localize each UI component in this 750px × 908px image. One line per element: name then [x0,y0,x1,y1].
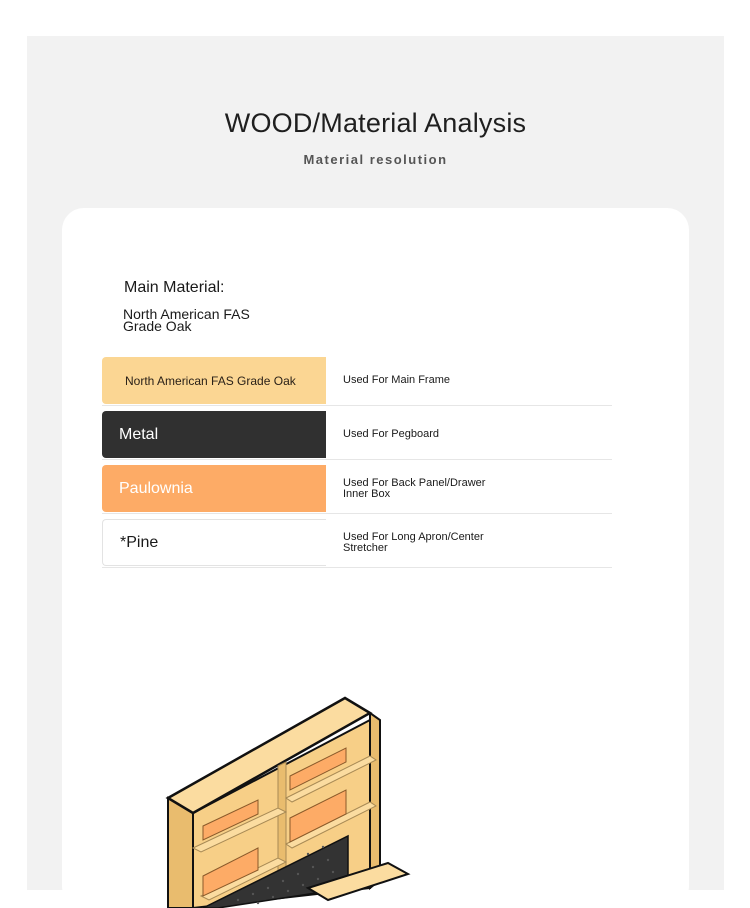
hutch-right-edge [370,713,380,888]
material-row-metal [102,411,612,460]
material-card [62,208,689,908]
material-use: Used For Pegboard [343,428,439,440]
material-row-pine [102,519,612,568]
material-row-paulownia [102,465,612,514]
desk-hutch-illustration [158,648,488,908]
material-name: North American FAS Grade Oak [102,357,326,404]
material-name: Metal [102,411,326,458]
material-table [102,357,612,568]
page-title: WOOD/Material Analysis [224,108,527,138]
main-material-label: Main Material: [124,279,225,296]
material-name: Paulownia [102,465,326,512]
material-use: Used For Main Frame [343,374,450,386]
hutch-side-panel [168,798,193,908]
page-subtitle: Material resolution [303,152,448,167]
hutch-divider [278,762,286,874]
material-use: Used For Back Panel/Drawer Inner Box [343,476,486,500]
material-name: *Pine [102,519,326,566]
material-use: Used For Long Apron/Center Stretcher [343,530,484,554]
content-panel [27,36,724,890]
main-material-value: North American FAS Grade Oak [123,306,250,334]
material-row-oak [102,357,612,406]
